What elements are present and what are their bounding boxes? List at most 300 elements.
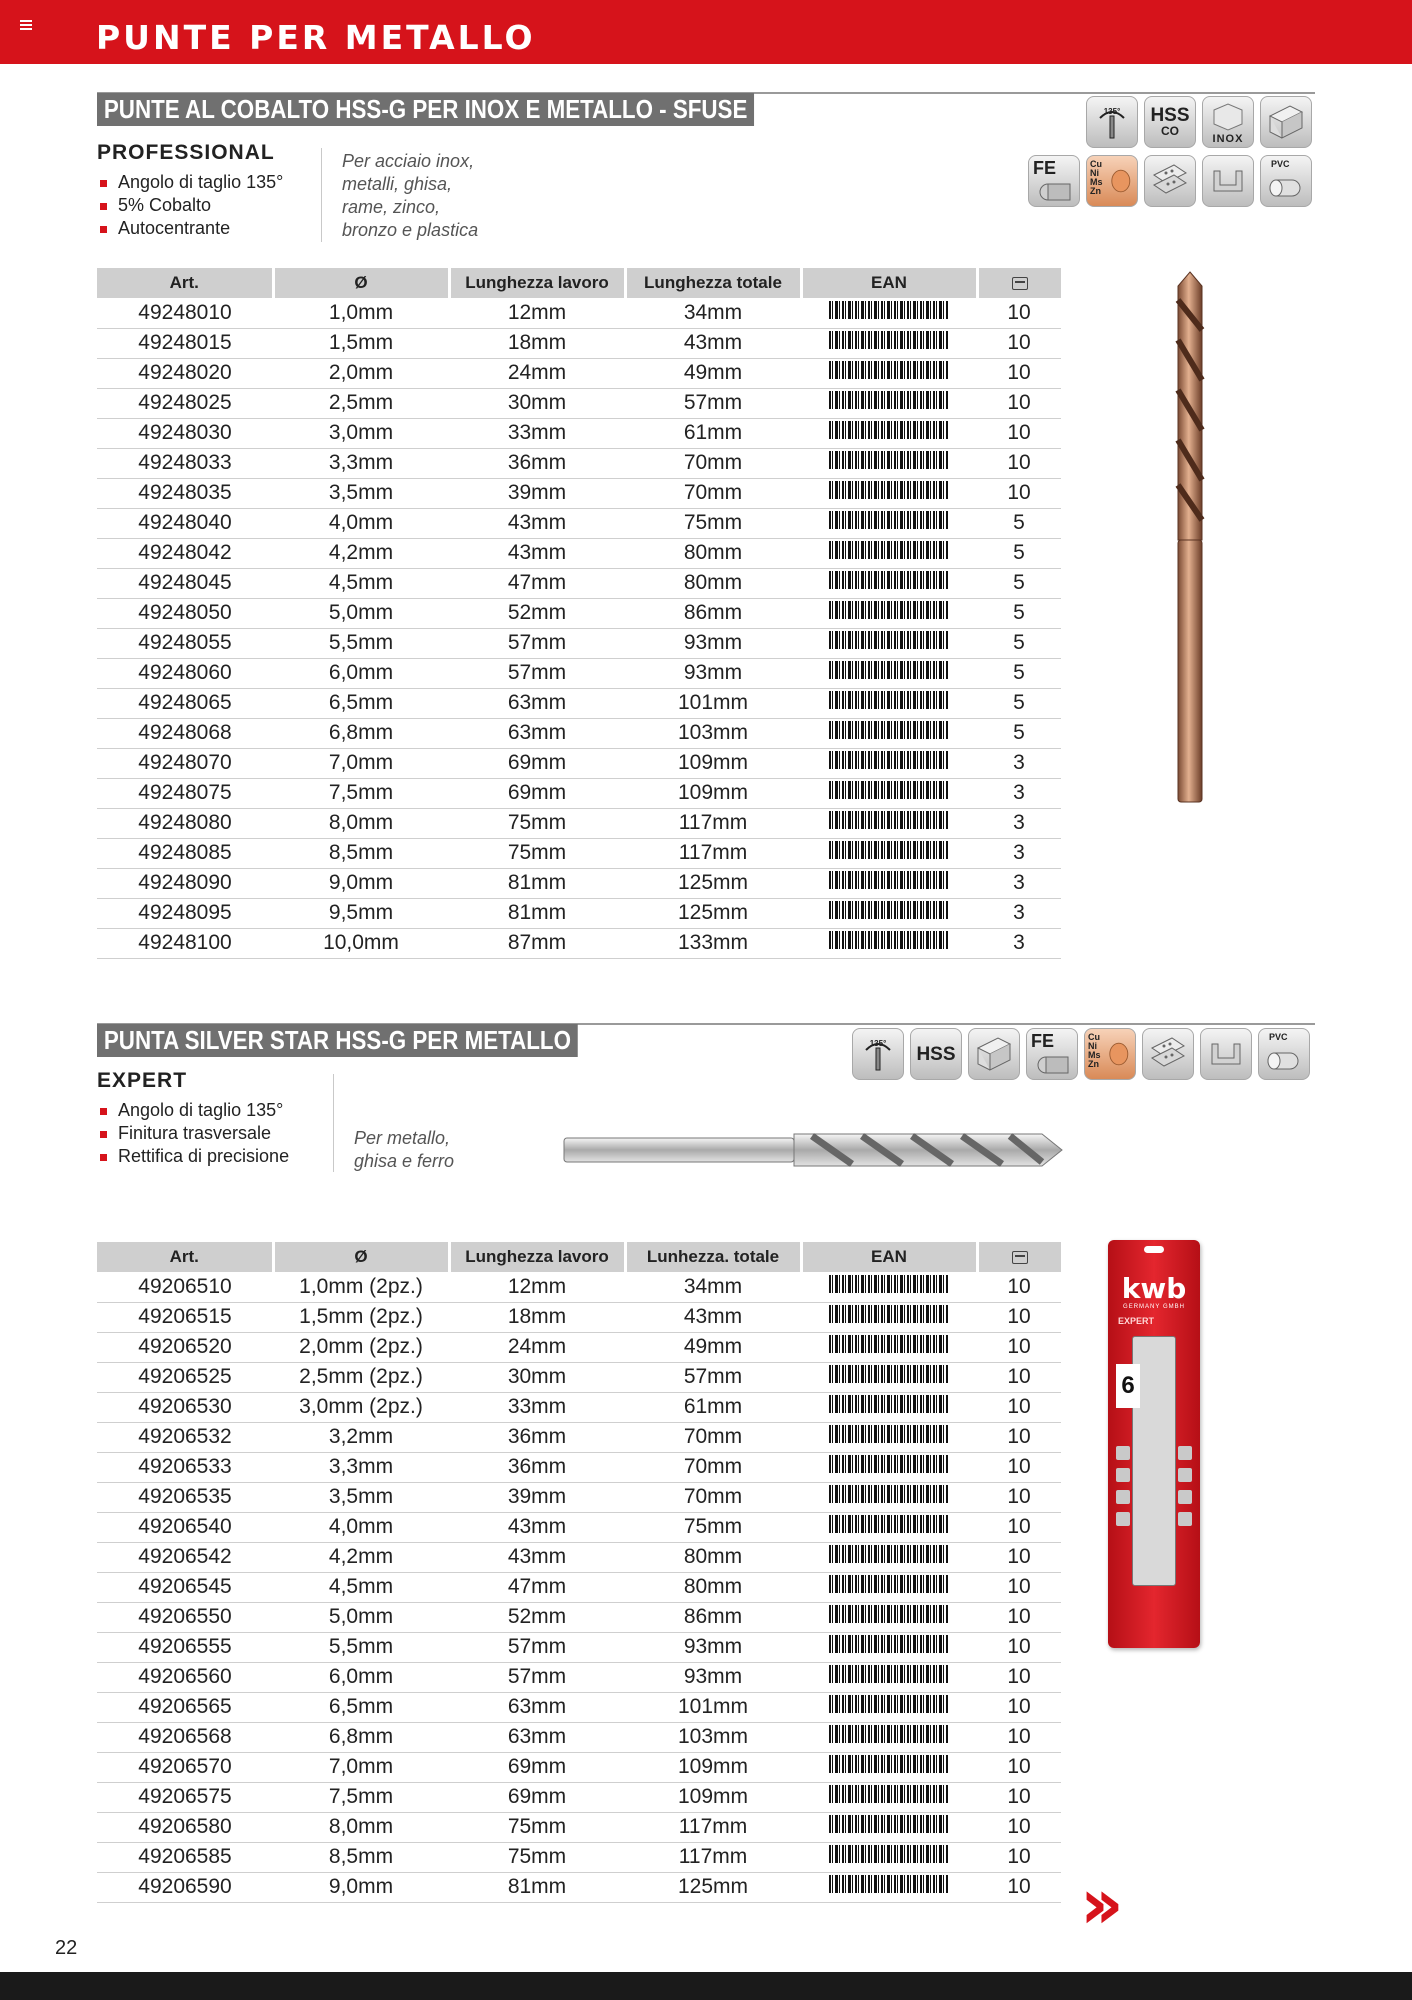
cell-total-length: 86mm <box>625 598 801 628</box>
cell-diameter: 8,0mm <box>273 1812 449 1842</box>
cell-art: 49248070 <box>97 748 273 778</box>
use-line: metalli, ghisa, <box>342 174 453 194</box>
table-row <box>97 1812 1061 1842</box>
cell-art: 49248095 <box>97 898 273 928</box>
cu-ni-ms-zn-icon <box>1084 1028 1136 1080</box>
feature-item: Autocentrante <box>97 217 283 240</box>
cell-ean <box>801 1362 977 1392</box>
table-header-row <box>97 268 1061 298</box>
section2-icon-row <box>852 1028 1318 1080</box>
metal-label: Ni <box>1088 1041 1097 1051</box>
col-ean: EAN <box>801 1242 977 1272</box>
cell-diameter: 1,5mm (2pz.) <box>273 1302 449 1332</box>
kwb-package-image <box>1108 1240 1200 1648</box>
cell-art: 49248040 <box>97 508 273 538</box>
steel-profile-icon <box>968 1028 1020 1080</box>
cell-pack-qty: 5 <box>977 538 1061 568</box>
cell-pack-qty: 10 <box>977 1332 1061 1362</box>
cell-art: 49206540 <box>97 1512 273 1542</box>
package-size: 6 <box>1116 1364 1140 1408</box>
cell-ean <box>801 1272 977 1302</box>
hss-label: HSS <box>1150 104 1190 126</box>
section1-icon-row-bottom <box>1028 155 1318 207</box>
metal-label: Ms <box>1088 1050 1101 1060</box>
cell-total-length: 75mm <box>625 1512 801 1542</box>
cell-diameter: 9,0mm <box>273 868 449 898</box>
cell-ean <box>801 538 977 568</box>
feature-item: 5% Cobalto <box>97 194 283 217</box>
cell-ean <box>801 628 977 658</box>
ean-barcode <box>829 1395 949 1419</box>
cell-pack-qty: 10 <box>977 1512 1061 1542</box>
cell-work-length: 75mm <box>449 1812 625 1842</box>
cell-total-length: 125mm <box>625 1872 801 1902</box>
cell-ean <box>801 1782 977 1812</box>
cell-total-length: 34mm <box>625 1272 801 1302</box>
cell-art: 49248020 <box>97 358 273 388</box>
col-pack <box>977 268 1061 298</box>
cell-work-length: 63mm <box>449 688 625 718</box>
cell-work-length: 75mm <box>449 808 625 838</box>
cell-art: 49248010 <box>97 298 273 328</box>
cell-total-length: 57mm <box>625 1362 801 1392</box>
cell-pack-qty: 3 <box>977 838 1061 868</box>
cell-diameter: 6,5mm <box>273 688 449 718</box>
cell-ean <box>801 298 977 328</box>
cell-art: 49206515 <box>97 1302 273 1332</box>
cell-total-length: 103mm <box>625 718 801 748</box>
cell-ean <box>801 1722 977 1752</box>
ean-barcode <box>829 1515 949 1539</box>
cell-total-length: 93mm <box>625 658 801 688</box>
cell-total-length: 117mm <box>625 1812 801 1842</box>
use-line: rame, zinco, <box>342 197 441 217</box>
cell-pack-qty: 10 <box>977 1452 1061 1482</box>
cell-pack-qty: 10 <box>977 1662 1061 1692</box>
cell-ean <box>801 808 977 838</box>
section1-title: PUNTE AL COBALTO HSS-G PER INOX E METALLO - SFUSE <box>97 93 754 126</box>
cell-work-length: 43mm <box>449 1542 625 1572</box>
ean-barcode <box>829 781 949 805</box>
cell-diameter: 8,5mm <box>273 838 449 868</box>
cell-art: 49206530 <box>97 1392 273 1422</box>
cell-pack-qty: 3 <box>977 748 1061 778</box>
cell-work-length: 43mm <box>449 508 625 538</box>
cell-pack-qty: 3 <box>977 928 1061 958</box>
cell-art: 49248042 <box>97 538 273 568</box>
package-material-icons <box>1116 1446 1192 1534</box>
cell-pack-qty: 10 <box>977 478 1061 508</box>
cell-total-length: 109mm <box>625 748 801 778</box>
table-row <box>97 1362 1061 1392</box>
table-row <box>97 478 1061 508</box>
cell-art: 49248075 <box>97 778 273 808</box>
table-row <box>97 1632 1061 1662</box>
cell-pack-qty: 5 <box>977 628 1061 658</box>
col-work-length: Lunghezza lavoro <box>449 268 625 298</box>
section1-features <box>97 141 283 240</box>
cell-diameter: 7,0mm <box>273 748 449 778</box>
cell-diameter: 1,5mm <box>273 328 449 358</box>
ean-barcode <box>829 601 949 625</box>
cell-diameter: 4,2mm <box>273 538 449 568</box>
col-ean: EAN <box>801 268 977 298</box>
feature-item: Rettifica di precisione <box>97 1145 289 1168</box>
cell-pack-qty: 5 <box>977 508 1061 538</box>
hss-co-icon <box>1144 96 1196 148</box>
perforated-sheet-icon <box>1144 155 1196 207</box>
package-quantity-icon <box>1012 1251 1028 1264</box>
section1-icon-row-top <box>1086 96 1318 148</box>
cell-diameter: 2,5mm <box>273 388 449 418</box>
ean-barcode <box>829 1665 949 1689</box>
metal-label: Ni <box>1090 168 1099 178</box>
table-row <box>97 1842 1061 1872</box>
table-row <box>97 808 1061 838</box>
ean-barcode <box>829 871 949 895</box>
cell-work-length: 47mm <box>449 1572 625 1602</box>
package-line: EXPERT <box>1118 1316 1155 1326</box>
cell-work-length: 43mm <box>449 1512 625 1542</box>
pvc-label: PVC <box>1269 1032 1288 1042</box>
ean-barcode <box>829 541 949 565</box>
table-row <box>97 568 1061 598</box>
cell-total-length: 117mm <box>625 838 801 868</box>
ean-barcode <box>829 1695 949 1719</box>
cell-ean <box>801 478 977 508</box>
cell-work-length: 39mm <box>449 478 625 508</box>
cell-ean <box>801 688 977 718</box>
section1-table-body <box>97 298 1061 958</box>
cell-work-length: 81mm <box>449 1872 625 1902</box>
ean-barcode <box>829 1365 949 1389</box>
cell-ean <box>801 328 977 358</box>
metal-label: Cu <box>1090 159 1102 169</box>
cell-diameter: 4,5mm <box>273 1572 449 1602</box>
section2-features <box>97 1069 289 1168</box>
cell-total-length: 109mm <box>625 1782 801 1812</box>
table-row <box>97 628 1061 658</box>
cell-total-length: 117mm <box>625 1842 801 1872</box>
table-row <box>97 778 1061 808</box>
cell-diameter: 9,5mm <box>273 898 449 928</box>
ean-barcode <box>829 1335 949 1359</box>
cell-pack-qty: 3 <box>977 808 1061 838</box>
cell-diameter: 9,0mm <box>273 1872 449 1902</box>
ean-barcode <box>829 811 949 835</box>
cell-ean <box>801 1452 977 1482</box>
cell-pack-qty: 10 <box>977 1872 1061 1902</box>
cell-total-length: 80mm <box>625 568 801 598</box>
metal-label: Ms <box>1090 177 1103 187</box>
cell-work-length: 69mm <box>449 1752 625 1782</box>
co-label: CO <box>1161 123 1179 138</box>
cell-diameter: 3,3mm <box>273 448 449 478</box>
use-line: ghisa e ferro <box>354 1151 455 1171</box>
cell-total-length: 49mm <box>625 358 801 388</box>
cell-work-length: 18mm <box>449 1302 625 1332</box>
cell-total-length: 70mm <box>625 1452 801 1482</box>
next-page-chevron-icon[interactable]: ›› <box>1080 1863 1110 1945</box>
metal-label: Zn <box>1088 1059 1099 1069</box>
cell-ean <box>801 1332 977 1362</box>
cell-ean <box>801 1482 977 1512</box>
cell-work-length: 75mm <box>449 838 625 868</box>
cell-ean <box>801 1572 977 1602</box>
cell-work-length: 39mm <box>449 1482 625 1512</box>
table-row <box>97 1722 1061 1752</box>
cell-pack-qty: 3 <box>977 868 1061 898</box>
pvc-pipe-icon <box>1258 1028 1310 1080</box>
cell-pack-qty: 5 <box>977 688 1061 718</box>
cell-total-length: 109mm <box>625 1752 801 1782</box>
cell-pack-qty: 10 <box>977 1542 1061 1572</box>
cell-work-length: 33mm <box>449 418 625 448</box>
cell-work-length: 36mm <box>449 1422 625 1452</box>
cell-total-length: 75mm <box>625 508 801 538</box>
section2-table-body <box>97 1272 1061 1902</box>
cell-total-length: 70mm <box>625 1422 801 1452</box>
cell-diameter: 7,5mm <box>273 1782 449 1812</box>
table-row <box>97 1452 1061 1482</box>
col-work-length: Lunghezza lavoro <box>449 1242 625 1272</box>
cell-art: 49248030 <box>97 418 273 448</box>
table-row <box>97 298 1061 328</box>
cell-pack-qty: 10 <box>977 1392 1061 1422</box>
ean-barcode <box>829 331 949 355</box>
hang-hole <box>1144 1246 1164 1253</box>
cell-diameter: 2,5mm (2pz.) <box>273 1362 449 1392</box>
ean-barcode <box>829 1485 949 1509</box>
cell-diameter: 3,5mm <box>273 1482 449 1512</box>
ean-barcode <box>829 631 949 655</box>
package-brand-sub: GERMANY GMBH <box>1123 1304 1185 1310</box>
section2-grade: EXPERT <box>97 1069 188 1092</box>
table-row <box>97 418 1061 448</box>
menu-icon[interactable] <box>20 20 32 30</box>
cell-ean <box>801 388 977 418</box>
cell-diameter: 4,0mm <box>273 1512 449 1542</box>
col-diameter: Ø <box>273 268 449 298</box>
cell-work-length: 57mm <box>449 1632 625 1662</box>
cell-work-length: 87mm <box>449 928 625 958</box>
cell-art: 49206555 <box>97 1632 273 1662</box>
cell-work-length: 52mm <box>449 598 625 628</box>
cell-total-length: 109mm <box>625 778 801 808</box>
cell-pack-qty: 10 <box>977 1692 1061 1722</box>
cell-ean <box>801 1422 977 1452</box>
cell-pack-qty: 10 <box>977 1842 1061 1872</box>
cell-total-length: 125mm <box>625 898 801 928</box>
cell-work-length: 24mm <box>449 1332 625 1362</box>
cell-pack-qty: 5 <box>977 718 1061 748</box>
ean-barcode <box>829 301 949 325</box>
cell-work-length: 36mm <box>449 1452 625 1482</box>
cell-diameter: 6,0mm <box>273 658 449 688</box>
ean-barcode <box>829 1635 949 1659</box>
cell-pack-qty: 10 <box>977 1602 1061 1632</box>
hss-icon <box>910 1028 962 1080</box>
ean-barcode <box>829 1425 949 1449</box>
cell-work-length: 81mm <box>449 898 625 928</box>
cell-art: 49206568 <box>97 1722 273 1752</box>
section2-title: PUNTA SILVER STAR HSS-G PER METALLO <box>97 1024 578 1057</box>
cell-art: 49248080 <box>97 808 273 838</box>
cell-ean <box>801 1632 977 1662</box>
cell-diameter: 5,0mm <box>273 598 449 628</box>
ean-barcode <box>829 1815 949 1839</box>
cell-pack-qty: 10 <box>977 1482 1061 1512</box>
cell-pack-qty: 10 <box>977 1782 1061 1812</box>
cell-pack-qty: 10 <box>977 298 1061 328</box>
col-art: Art. <box>97 268 273 298</box>
cell-art: 49206585 <box>97 1842 273 1872</box>
cell-work-length: 12mm <box>449 298 625 328</box>
cell-total-length: 117mm <box>625 808 801 838</box>
table-row <box>97 658 1061 688</box>
col-total-length: Lunghezza totale <box>625 268 801 298</box>
cell-work-length: 57mm <box>449 658 625 688</box>
table-row <box>97 1692 1061 1722</box>
cell-pack-qty: 10 <box>977 1632 1061 1662</box>
ean-barcode <box>829 1605 949 1629</box>
cell-diameter: 3,3mm <box>273 1452 449 1482</box>
cell-ean <box>801 928 977 958</box>
cell-diameter: 3,5mm <box>273 478 449 508</box>
ean-barcode <box>829 721 949 745</box>
cell-art: 49248033 <box>97 448 273 478</box>
section1-table <box>97 268 1061 959</box>
cell-total-length: 70mm <box>625 1482 801 1512</box>
cell-art: 49248035 <box>97 478 273 508</box>
cell-total-length: 49mm <box>625 1332 801 1362</box>
cell-art: 49206565 <box>97 1692 273 1722</box>
cell-diameter: 5,5mm <box>273 1632 449 1662</box>
page-header-bar <box>0 0 1412 64</box>
cell-total-length: 70mm <box>625 478 801 508</box>
table-row <box>97 1662 1061 1692</box>
cell-art: 49248090 <box>97 868 273 898</box>
table-row <box>97 1752 1061 1782</box>
perforated-sheet-icon <box>1142 1028 1194 1080</box>
cell-ean <box>801 1812 977 1842</box>
table-row <box>97 1302 1061 1332</box>
cell-art: 49206575 <box>97 1782 273 1812</box>
cell-total-length: 70mm <box>625 448 801 478</box>
ean-barcode <box>829 1575 949 1599</box>
cell-art: 49206510 <box>97 1272 273 1302</box>
cell-work-length: 33mm <box>449 1392 625 1422</box>
cell-art: 49206533 <box>97 1452 273 1482</box>
section1-heading <box>97 93 861 126</box>
ean-barcode <box>829 1845 949 1869</box>
cell-total-length: 61mm <box>625 1392 801 1422</box>
feature-item: Angolo di taglio 135° <box>97 171 283 194</box>
svg-text:135°: 135° <box>869 1039 887 1048</box>
cell-total-length: 93mm <box>625 1632 801 1662</box>
cell-pack-qty: 10 <box>977 1422 1061 1452</box>
cell-art: 49248055 <box>97 628 273 658</box>
table-row <box>97 328 1061 358</box>
table-row <box>97 1602 1061 1632</box>
cell-ean <box>801 658 977 688</box>
cell-total-length: 93mm <box>625 1662 801 1692</box>
cell-total-length: 61mm <box>625 418 801 448</box>
cell-ean <box>801 1602 977 1632</box>
table-row <box>97 1392 1061 1422</box>
cell-art: 49248065 <box>97 688 273 718</box>
cell-diameter: 3,2mm <box>273 1422 449 1452</box>
col-total-length: Lunhezza. totale <box>625 1242 801 1272</box>
ean-barcode <box>829 481 949 505</box>
cell-pack-qty: 10 <box>977 1272 1061 1302</box>
section2-feature-list <box>97 1099 289 1168</box>
cell-total-length: 86mm <box>625 1602 801 1632</box>
ean-barcode <box>829 1725 949 1749</box>
cell-ean <box>801 1662 977 1692</box>
cell-art: 49248085 <box>97 838 273 868</box>
cell-ean <box>801 748 977 778</box>
metal-label: Zn <box>1090 186 1101 196</box>
cell-total-length: 103mm <box>625 1722 801 1752</box>
cell-diameter: 6,5mm <box>273 1692 449 1722</box>
section1-divider <box>321 148 322 242</box>
cell-ean <box>801 1542 977 1572</box>
feature-item: Finitura trasversale <box>97 1122 289 1145</box>
cell-diameter: 4,2mm <box>273 1542 449 1572</box>
cell-total-length: 34mm <box>625 298 801 328</box>
section1-feature-list <box>97 171 283 240</box>
cell-ean <box>801 1302 977 1332</box>
feature-item: Angolo di taglio 135° <box>97 1099 289 1122</box>
cell-ean <box>801 778 977 808</box>
cell-diameter: 8,5mm <box>273 1842 449 1872</box>
cell-art: 49206550 <box>97 1602 273 1632</box>
ean-barcode <box>829 511 949 535</box>
table-row <box>97 928 1061 958</box>
section2-divider <box>333 1074 334 1172</box>
ean-barcode <box>829 931 949 955</box>
cell-ean <box>801 898 977 928</box>
cell-pack-qty: 10 <box>977 358 1061 388</box>
table-row <box>97 508 1061 538</box>
cell-ean <box>801 358 977 388</box>
cell-pack-qty: 5 <box>977 658 1061 688</box>
ean-barcode <box>829 421 949 445</box>
cell-diameter: 6,8mm <box>273 718 449 748</box>
cell-ean <box>801 838 977 868</box>
cell-diameter: 3,0mm (2pz.) <box>273 1392 449 1422</box>
col-diameter: Ø <box>273 1242 449 1272</box>
cell-total-length: 125mm <box>625 868 801 898</box>
cell-art: 49206542 <box>97 1542 273 1572</box>
ean-barcode <box>829 1305 949 1329</box>
cell-work-length: 63mm <box>449 1692 625 1722</box>
table-row <box>97 838 1061 868</box>
cell-diameter: 3,0mm <box>273 418 449 448</box>
ean-barcode <box>829 1785 949 1809</box>
cell-work-length: 75mm <box>449 1842 625 1872</box>
cell-art: 49206520 <box>97 1332 273 1362</box>
cell-total-length: 133mm <box>625 928 801 958</box>
cell-diameter: 10,0mm <box>273 928 449 958</box>
135-degree-icon <box>1086 96 1138 148</box>
cell-pack-qty: 10 <box>977 1722 1061 1752</box>
table-row <box>97 388 1061 418</box>
cell-art: 49248015 <box>97 328 273 358</box>
cell-work-length: 52mm <box>449 1602 625 1632</box>
table-header-row <box>97 1242 1061 1272</box>
